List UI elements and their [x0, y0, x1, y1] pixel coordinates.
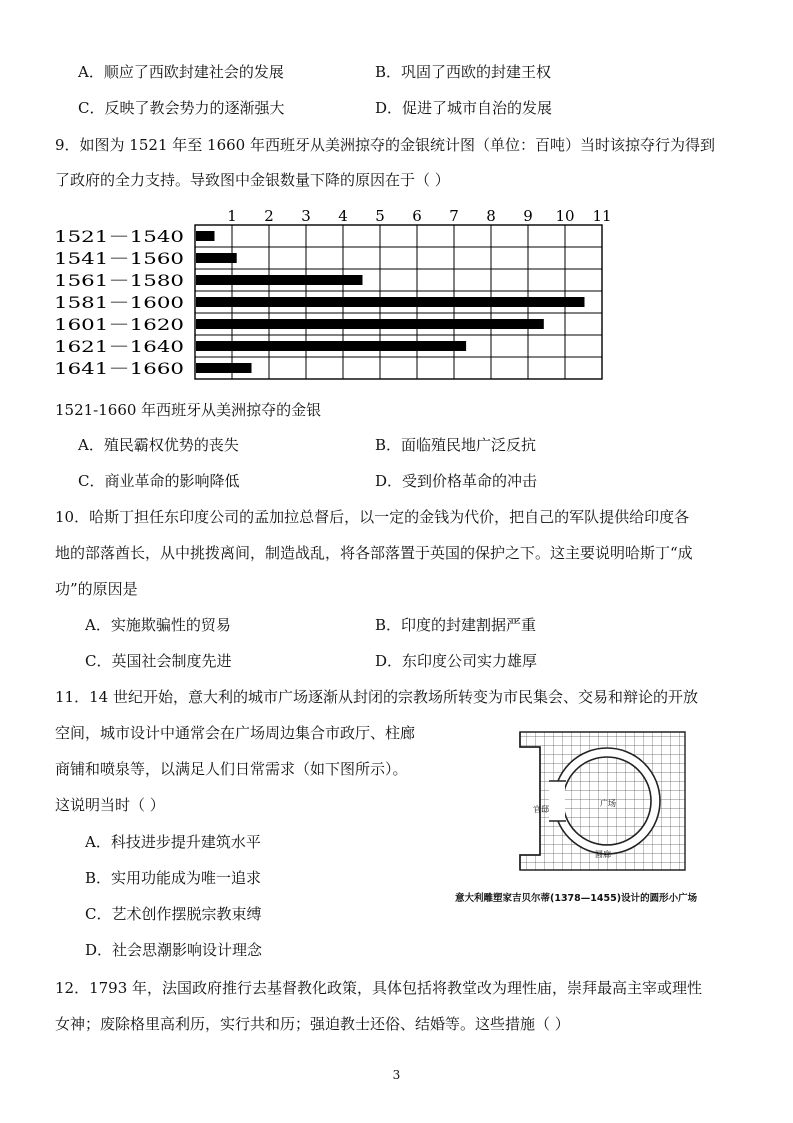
chart-bar [196, 297, 585, 307]
q11-stem-line1: 11．14 世纪开始，意大利的城市广场逐渐从封闭的宗教场所转变为市民集会、交易和辩论的开放 [55, 688, 698, 706]
chart-category-label: 1601－1620 [54, 315, 184, 334]
q9-option-c: C．商业革命的影响降低 [78, 472, 240, 490]
q10-option-d: D．东印度公司实力雄厚 [375, 652, 538, 670]
chart-category-label: 1581－1600 [54, 293, 184, 312]
q9-option-d: D．受到价格革命的冲击 [375, 472, 538, 490]
colonnade-label: 圆廊 [595, 850, 611, 859]
q11-option-d: D．社会思潮影响设计理念 [85, 941, 263, 959]
q10-option-c: C．英国社会制度先进 [85, 652, 232, 670]
guangchang-label: 广场 [600, 799, 616, 808]
chart-x-tick-label: 1 [227, 207, 237, 225]
chart-x-tick-label: 2 [264, 207, 274, 225]
chart-bar [196, 341, 466, 351]
chart-x-tick-label: 9 [523, 207, 533, 225]
chart-category-label: 1561－1580 [54, 271, 184, 290]
q8-option-c: C．反映了教会势力的逐渐强大 [78, 99, 285, 117]
q10-option-a: A．实施欺骗性的贸易 [85, 616, 231, 634]
q8-option-d: D．促进了城市自治的发展 [375, 99, 553, 117]
chart-category-label: 1641－1660 [54, 359, 184, 378]
chart-x-tick-label: 6 [412, 207, 422, 225]
chart-x-tick-label: 11 [592, 207, 612, 225]
chart-category-label: 1541－1560 [54, 249, 184, 268]
chart-bar [196, 275, 363, 285]
q9-chart-caption: 1521-1660 年西班牙从美洲掠夺的金银 [55, 401, 322, 419]
page-number: 3 [392, 1068, 401, 1082]
chart-x-tick-label: 8 [486, 207, 496, 225]
q11-option-c: C．艺术创作摆脱宗教束缚 [85, 905, 262, 923]
q11-option-b: B．实用功能成为唯一追求 [85, 869, 262, 887]
chart-x-tick-label: 4 [338, 207, 348, 225]
q11-option-a: A．科技进步提升建筑水平 [85, 833, 261, 851]
chart-bar [196, 253, 237, 263]
chart-category-label: 1621－1640 [54, 337, 184, 356]
guandi-label: 官邸 [533, 805, 549, 814]
q9-stem-line1: 9．如图为 1521 年至 1660 年西班牙从美洲掠夺的金银统计图（单位：百吨）当时该掠夺行为得到 [55, 136, 715, 154]
gold-silver-bar-chart [54, 205, 624, 380]
chart-x-tick-label: 3 [301, 207, 311, 225]
q10-stem-line3: 功”的原因是 [55, 580, 138, 598]
plaza-figure-caption: 意大利雕塑家吉贝尔蒂(1378—1455)设计的圆形小广场 [455, 893, 698, 904]
chart-category-label: 1521－1540 [54, 227, 184, 246]
chart-x-tick-label: 10 [555, 207, 575, 225]
q9-stem-line2: 了政府的全力支持。导致图中金银数量下降的原因在于（ ） [55, 171, 450, 189]
q12-stem-line1: 12．1793 年，法国政府推行去基督教化政策，具体包括将教堂改为理性庙，崇拜最高主宰或理性 [55, 979, 703, 997]
q8-option-b: B．巩固了西欧的封建王权 [375, 63, 552, 81]
q11-stem-line3: 商铺和喷泉等，以满足人们日常需求（如下图所示）。 [55, 760, 408, 778]
circular-plaza-figure [445, 727, 763, 912]
q9-option-a: A．殖民霸权优势的丧失 [78, 436, 239, 454]
chart-bar [196, 363, 252, 373]
chart-bar [196, 231, 215, 241]
q10-stem-line1: 10．哈斯丁担任东印度公司的孟加拉总督后，以一定的金钱为代价，把自己的军队提供给印度各 [55, 508, 690, 526]
q10-option-b: B．印度的封建割据严重 [375, 616, 537, 634]
chart-x-tick-label: 7 [449, 207, 459, 225]
q9-option-b: B．面临殖民地广泛反抗 [375, 436, 537, 454]
q12-stem-line2: 女神；废除格里高利历，实行共和历；强迫教士还俗、结婚等。这些措施（ ） [55, 1015, 570, 1033]
chart-x-tick-label: 5 [375, 207, 385, 225]
q8-option-a: A．顺应了西欧封建社会的发展 [78, 63, 284, 81]
chart-bar [196, 319, 544, 329]
q11-stem-line4: 这说明当时（ ） [55, 796, 165, 814]
q10-stem-line2: 地的部落酋长，从中挑拨离间，制造战乱，将各部落置于英国的保护之下。这主要说明哈斯丁“成 [55, 544, 693, 562]
q11-stem-line2: 空间，城市设计中通常会在广场周边集合市政厅、柱廊 [55, 724, 416, 742]
